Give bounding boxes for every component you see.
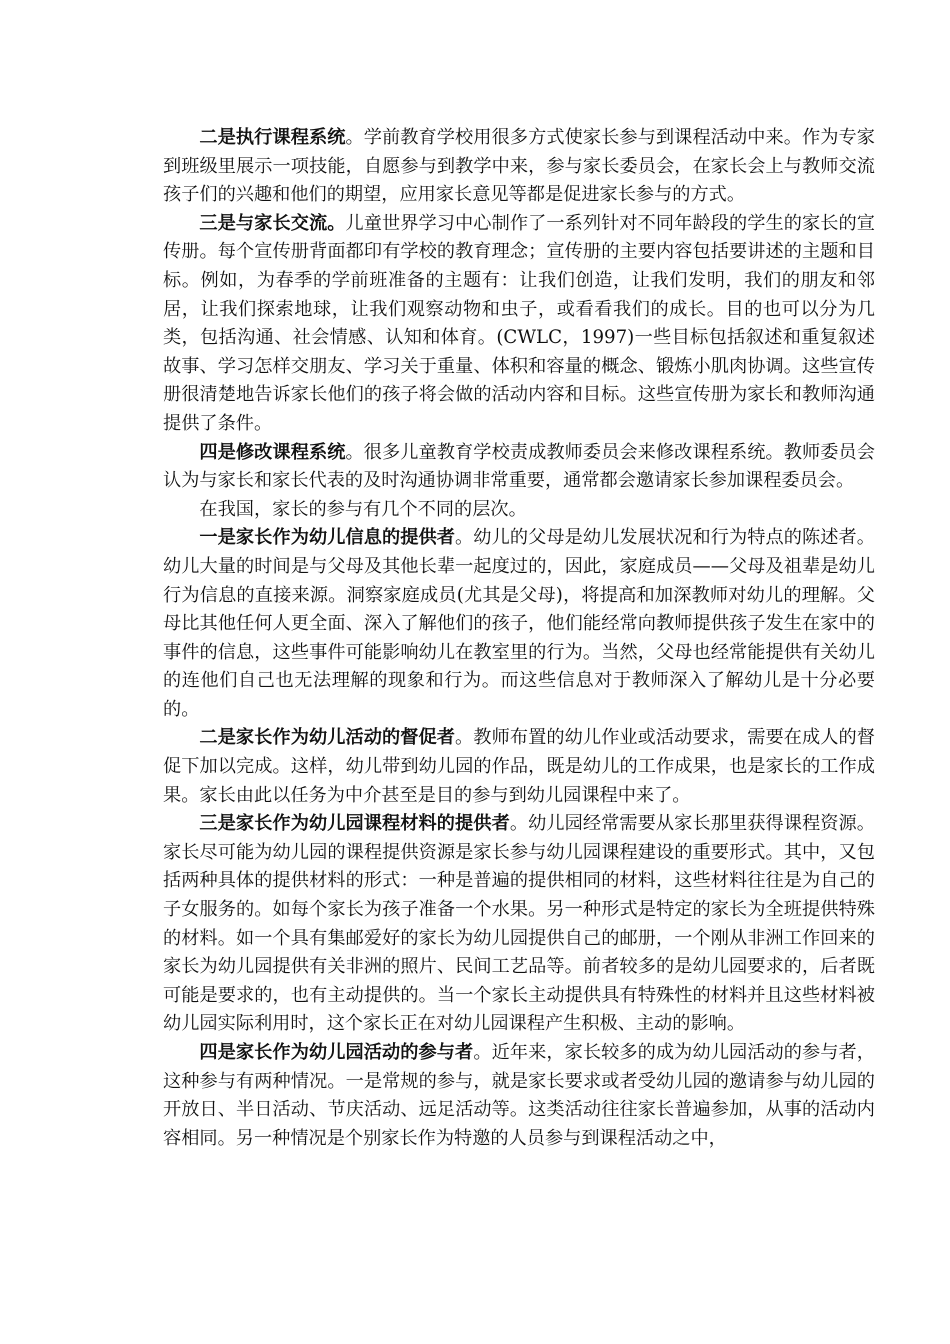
paragraph-lead: 三是家长作为幼儿园课程材料的提供者 [199,813,510,835]
paragraph-revise-curriculum [163,439,875,496]
document-page [163,124,875,1153]
paragraph-lead: 二是执行课程系统 [199,127,346,148]
paragraph-lead: 四是修改课程系统 [199,441,346,463]
paragraph-activity-participant [163,1039,875,1153]
paragraph-text: 。幼儿园经常需要从家长那里获得课程资源。家长尽可能为幼儿园的课程提供资源是家长参与幼儿园课程建设的重要形式。其中，又包括两种具体的提供材料的形式：一种是普遍的提供相同的材料，这些材料往往是为自己的子女服务的。如每个家长为孩子准备一个水果。另一种形式是特定的家长为全班提供特殊的材料。如一个具有集邮爱好的家长为幼儿园提供自己的邮册，一个刚从非洲工作回来的家长为幼儿园提供有关非洲的照片、民间工艺品等。前者较多的是幼儿园要求的，后者既可能是要求的，也有主动提供的。当一个家长主动提供具有特殊性的材料并且这些材料被幼儿园实际利用时，这个家长正在对幼儿园课程产生积极、主动的影响。 [163,813,875,1035]
paragraph-lead: 一是家长作为幼儿信息的提供者 [199,527,456,549]
paragraph-execute-curriculum [163,124,875,210]
paragraph-material-provider [163,810,875,1039]
paragraph-levels-intro [163,496,875,525]
paragraph-lead: 四是家长作为幼儿园活动的参与者 [199,1042,474,1063]
paragraph-text: 儿童世界学习中心制作了一系列针对不同年龄段的学生的家长的宣传册。每个宣传册背面都印有学校的教育理念；宣传册的主要内容包括要讲述的主题和目标。例如，为春季的学前班准备的主题有：让我们创造，让我们发明，我们的朋友和邻居，让我们探索地球，让我们观察动物和虫子，或看看我们的成长。目的也可以分为几类，包括沟通、社会情感、认知和体育。(CWLC，1997)一些目标包括叙述和重复叙述故事、学习怎样交朋友、学习关于重量、体积和容量的概念、锻炼小肌肉协调。这些宣传册很清楚地告诉家长他们的孩子将会做的活动内容和目标。这些宣传册为家长和教师沟通提供了条件。 [163,212,875,434]
paragraph-text: 。幼儿的父母是幼儿发展状况和行为特点的陈述者。幼儿大量的时间是与父母及其他长辈一起度过的，因此，家庭成员——父母及祖辈是幼儿行为信息的直接来源。洞察家庭成员(尤其是父母)，将提高和加深教师对幼儿的理解。父母比其他任何人更全面、深入了解他们的孩子，他们能经常向教师提供孩子发生在家中的事件的信息，这些事件可能影响幼儿在教室里的行为。当然，父母也经常能提供有关幼儿的连他们自己也无法理解的现象和行为。而这些信息对于教师深入了解幼儿是十分必要的。 [163,527,875,720]
paragraph-info-provider [163,524,875,724]
paragraph-lead: 三是与家长交流。 [199,212,346,234]
paragraph-text: 。近年来，家长较多的成为幼儿园活动的参与者，这种参与有两种情况。一是常规的参与，就是家长要求或者受幼儿园的邀请参与幼儿园的开放日、半日活动、节庆活动、远足活动等。这类活动往往家长普遍参加，从事的活动内容相同。另一种情况是个别家长作为特邀的人员参与到课程活动之中， [163,1042,875,1149]
paragraph-communicate-parents [163,210,875,439]
paragraph-text: 在我国，家长的参与有几个不同的层次。 [199,498,527,520]
paragraph-text: 。教师布置的幼儿作业或活动要求，需要在成人的督促下加以完成。这样，幼儿带到幼儿园的作品，既是幼儿的工作成果，也是家长的工作成果。家长由此以任务为中介甚至是目的参与到幼儿园课程中来了。 [163,727,875,806]
paragraph-lead: 二是家长作为幼儿活动的督促者 [199,727,456,749]
paragraph-activity-supervisor [163,724,875,810]
paragraph-text: 。很多儿童教育学校责成教师委员会来修改课程系统。教师委员会认为与家长和家长代表的及时沟通协调非常重要，通常都会邀请家长参加课程委员会。 [163,441,875,492]
paragraph-text: 。学前教育学校用很多方式使家长参与到课程活动中来。作为专家到班级里展示一项技能，自愿参与到教学中来，参与家长委员会，在家长会上与教师交流孩子们的兴趣和他们的期望，应用家长意见等都是促进家长参与的方式。 [163,127,875,206]
